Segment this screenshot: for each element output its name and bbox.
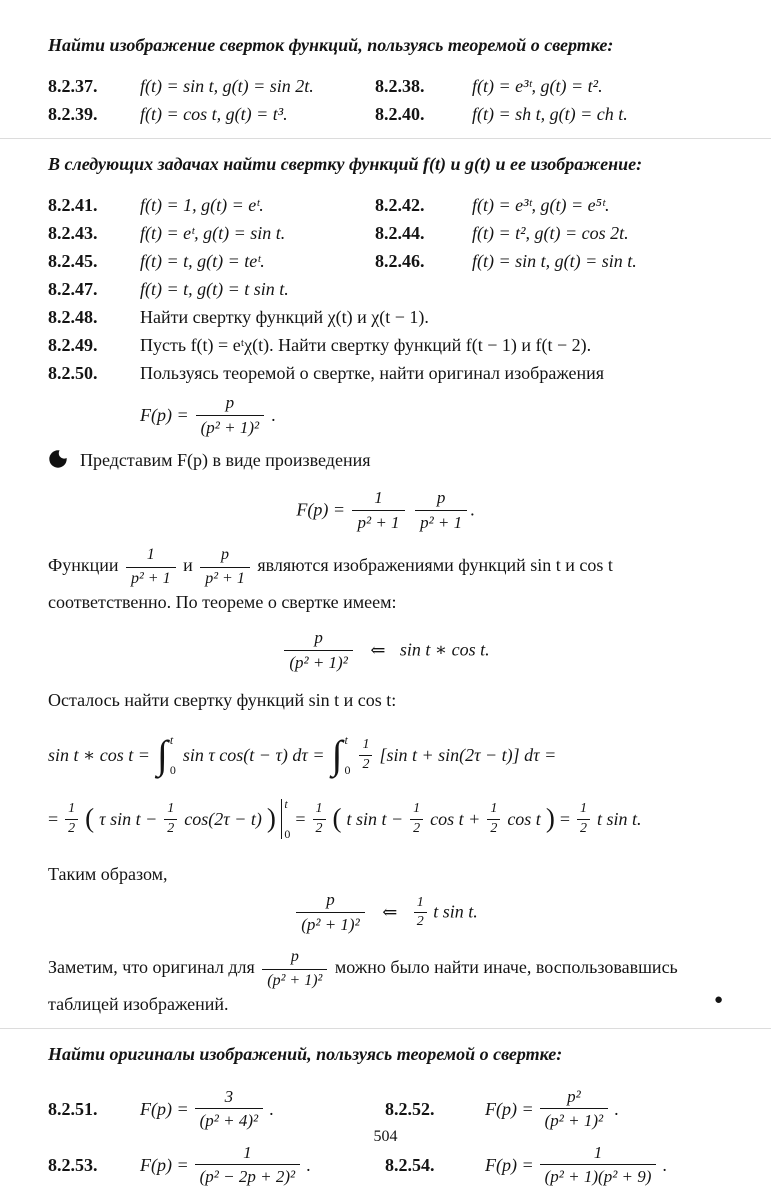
fraction: $\frac{3}{\text{(p² + 4)²}}$	[195, 1087, 264, 1131]
problem-statement: f(t) = sh t, g(t) = ch t.	[472, 104, 628, 124]
problem-row	[48, 191, 723, 219]
problem-number: 8.2.52.	[385, 1098, 435, 1119]
fraction: $\frac{p}{\text{p² + 1}}$	[415, 488, 467, 532]
problem-statement: F(p) = $\frac{\text{p²}}{\text{(p² + 1)²}}$ .	[485, 1086, 619, 1131]
lower-limit: 0	[169, 763, 176, 778]
problem-statement: f(t) = e³ᵗ, g(t) = e⁵ᵗ.	[472, 195, 610, 215]
equation-rhs: sin t ∗ cos t.	[399, 639, 490, 660]
problem-statement: f(t) = sin t, g(t) = sin t.	[472, 251, 637, 271]
text: cos t +	[430, 808, 481, 829]
text: [sin t + sin(2τ − t)] dτ =	[379, 744, 557, 765]
text: =	[559, 808, 570, 829]
equation-lhs: F(p) =	[296, 499, 345, 520]
text: =	[295, 808, 306, 829]
problem-statement: Найти свертку функций χ(t) и χ(t − 1).	[140, 307, 429, 327]
text: соответственно. По теореме о свертке имеем:	[48, 591, 397, 612]
fraction: $\frac{1}{\text{(p² − 2p + 2)²}}$	[195, 1143, 300, 1187]
problem-statement: f(t) = cos t, g(t) = t³.	[140, 104, 288, 124]
problem-row	[48, 100, 723, 128]
solution-paragraph-2	[48, 546, 723, 616]
problem-statement: f(t) = eᵗ, g(t) = sin t.	[140, 223, 286, 243]
section-divider	[0, 1028, 771, 1029]
problem-number: 8.2.37.	[48, 76, 98, 96]
text: t sin t.	[596, 808, 642, 829]
fraction: $\frac{p}{\text{p² + 1}}$	[200, 546, 250, 588]
correspondence-symbol: ⇐	[370, 639, 386, 660]
fraction: $\frac{\text{p²}}{\text{(p² + 1)²}}$	[540, 1087, 609, 1131]
problem-number: 8.2.38.	[375, 76, 425, 96]
solution-sentence-1: Представим F(p) в виде произведения	[80, 450, 371, 471]
formula-period: .	[271, 404, 276, 425]
problem-statement: Пользуясь теоремой о свертке, найти оригинал изображения	[140, 363, 605, 383]
equation-product	[48, 488, 723, 532]
problem-statement: Пусть f(t) = eᵗχ(t). Найти свертку функций f(t − 1) и f(t − 2).	[140, 335, 592, 355]
problem-statement: f(t) = t, g(t) = t sin t.	[140, 279, 289, 299]
correspondence-symbol: ⇐	[382, 901, 398, 922]
problem-row	[48, 247, 723, 275]
fraction: $\frac{p}{\text{(p² + 1)²}}$	[196, 393, 265, 437]
lower-limit: 0	[344, 763, 351, 778]
fraction: $\frac{1}{2}$	[65, 801, 78, 836]
text: τ sin t −	[99, 808, 158, 829]
fraction: $\frac{1}{\text{(p² + 1)(p² + 9)}}$	[540, 1143, 657, 1187]
problem-list-1	[48, 72, 723, 128]
section-instruction-1: Найти изображение сверток функций, пользуясь теоремой о свертке:	[48, 35, 614, 55]
section-instruction-2: В следующих задачах найти свертку функций f(t) и g(t) и ее изображение:	[48, 154, 643, 174]
problem-row	[48, 359, 723, 387]
problem-number: 8.2.46.	[375, 251, 425, 271]
problem-statement: f(t) = t, g(t) = teᵗ.	[140, 251, 265, 271]
fraction: $\frac{1}{2}$	[577, 801, 590, 836]
fraction: $\frac{1}{2}$	[410, 801, 423, 836]
integral-sign: ∫ t 0	[331, 732, 351, 778]
text: t sin t −	[346, 808, 404, 829]
fraction: $\frac{p}{\text{(p² + 1)²}}$	[262, 948, 327, 990]
closing-remark	[48, 948, 723, 1018]
upper-limit: t	[344, 733, 348, 748]
problem-number: 8.2.47.	[48, 279, 98, 299]
text: sin t ∗ cos t =	[48, 744, 150, 765]
problem-number: 8.2.53.	[48, 1154, 98, 1175]
lower-limit: 0	[284, 827, 291, 842]
problem-number: 8.2.50.	[48, 363, 98, 383]
fraction: 1 2	[359, 737, 372, 772]
problem-number: 8.2.40.	[375, 104, 425, 124]
text: =	[48, 808, 59, 829]
problem-statement: F(p) = $\frac{1}{\text{(p² + 1)(p² + 9)}}$ .	[485, 1142, 667, 1187]
equation-period: .	[470, 499, 475, 520]
text: являются изображениями функций sin t и cos t	[257, 555, 613, 576]
fraction: $\frac{1}{2}$	[313, 801, 326, 836]
upper-limit: t	[284, 797, 288, 812]
fraction: $\frac{1}{2}$	[164, 801, 177, 836]
problem-number: 8.2.54.	[385, 1154, 435, 1175]
formula-lead: F(p) =	[140, 404, 189, 425]
problem-statement: f(t) = e³ᵗ, g(t) = t².	[472, 76, 603, 96]
problem-number: 8.2.45.	[48, 251, 98, 271]
problem-number: 8.2.39.	[48, 104, 98, 124]
equation-rhs: t sin t.	[433, 901, 478, 922]
solution-start-row	[48, 447, 723, 476]
fraction: $\frac{p}{\text{(p² + 1)²}}$	[296, 890, 365, 934]
problem-row	[48, 331, 723, 359]
fraction: $\frac{1}{2}$	[414, 895, 427, 930]
problem-statement: f(t) = t², g(t) = cos 2t.	[472, 223, 629, 243]
upper-limit: t	[169, 733, 174, 748]
text: Функции	[48, 555, 119, 576]
text: cos(2τ − t)	[184, 808, 262, 829]
problem-number: 8.2.51.	[48, 1098, 98, 1119]
solution-start-icon	[48, 449, 68, 476]
problem-statement: F(p) = $\frac{3}{\text{(p² + 4)²}}$ .	[140, 1086, 274, 1131]
text: cos t	[507, 808, 541, 829]
fraction: $\frac{1}{2}$	[487, 801, 500, 836]
solution-sentence-3: Осталось найти свертку функций sin t и cos t:	[48, 690, 397, 711]
problem-row	[48, 303, 723, 331]
integral-sign: ∫ t 0	[156, 732, 176, 778]
text: можно было найти иначе, воспользовавшись таблицей изображений.	[48, 957, 678, 1014]
end-of-solution-icon: ●	[713, 991, 723, 1008]
text: Заметим, что оригинал для	[48, 957, 255, 978]
fraction: $\frac{1}{\text{p² + 1}}$	[352, 488, 404, 532]
derivation-line-1	[48, 732, 723, 778]
problem-number: 8.2.41.	[48, 195, 98, 215]
equation-correspondence-2	[48, 890, 723, 934]
problem-number: 8.2.44.	[375, 223, 425, 243]
text: и	[183, 555, 193, 576]
fraction: $\frac{p}{\text{(p² + 1)²}}$	[284, 628, 353, 672]
problem-number: 8.2.42.	[375, 195, 425, 215]
problem-list-3	[48, 303, 723, 437]
equation-correspondence-1	[48, 628, 723, 672]
problem-8250-formula	[140, 393, 723, 437]
problem-number: 8.2.43.	[48, 223, 98, 243]
text: sin τ cos(t − τ) dτ =	[182, 744, 325, 765]
problem-row	[48, 72, 723, 100]
problem-number: 8.2.49.	[48, 335, 98, 355]
problem-statement: f(t) = 1, g(t) = eᵗ.	[140, 195, 264, 215]
problem-statement: f(t) = sin t, g(t) = sin 2t.	[140, 76, 314, 96]
section-instruction-3: Найти оригиналы изображений, пользуясь теоремой о свертке:	[48, 1043, 563, 1064]
section-divider	[0, 138, 771, 139]
fraction: $\frac{1}{\text{p² + 1}}$	[126, 546, 176, 588]
page-number: 504	[373, 1128, 398, 1145]
evaluation-bar	[281, 796, 291, 842]
solution-sentence-4: Таким образом,	[48, 864, 168, 885]
problem-row	[48, 275, 723, 303]
problem-list-2	[48, 191, 723, 303]
problem-statement: F(p) = $\frac{1}{\text{(p² − 2p + 2)²}}$ .	[140, 1142, 311, 1187]
problem-number: 8.2.48.	[48, 307, 98, 327]
derivation-line-2: = $\frac{1}{2}$ ( τ sin t − $\frac{1}{2}$ cos(2τ − t) ) t 0 = $\frac{1}{2}$ ( t sin t − $\frac{1}{2}$ cos t + $\frac{1}{2}$ cos t ) = $\frac{1}{2}$ t sin t.	[48, 797, 642, 842]
problem-row	[48, 219, 723, 247]
